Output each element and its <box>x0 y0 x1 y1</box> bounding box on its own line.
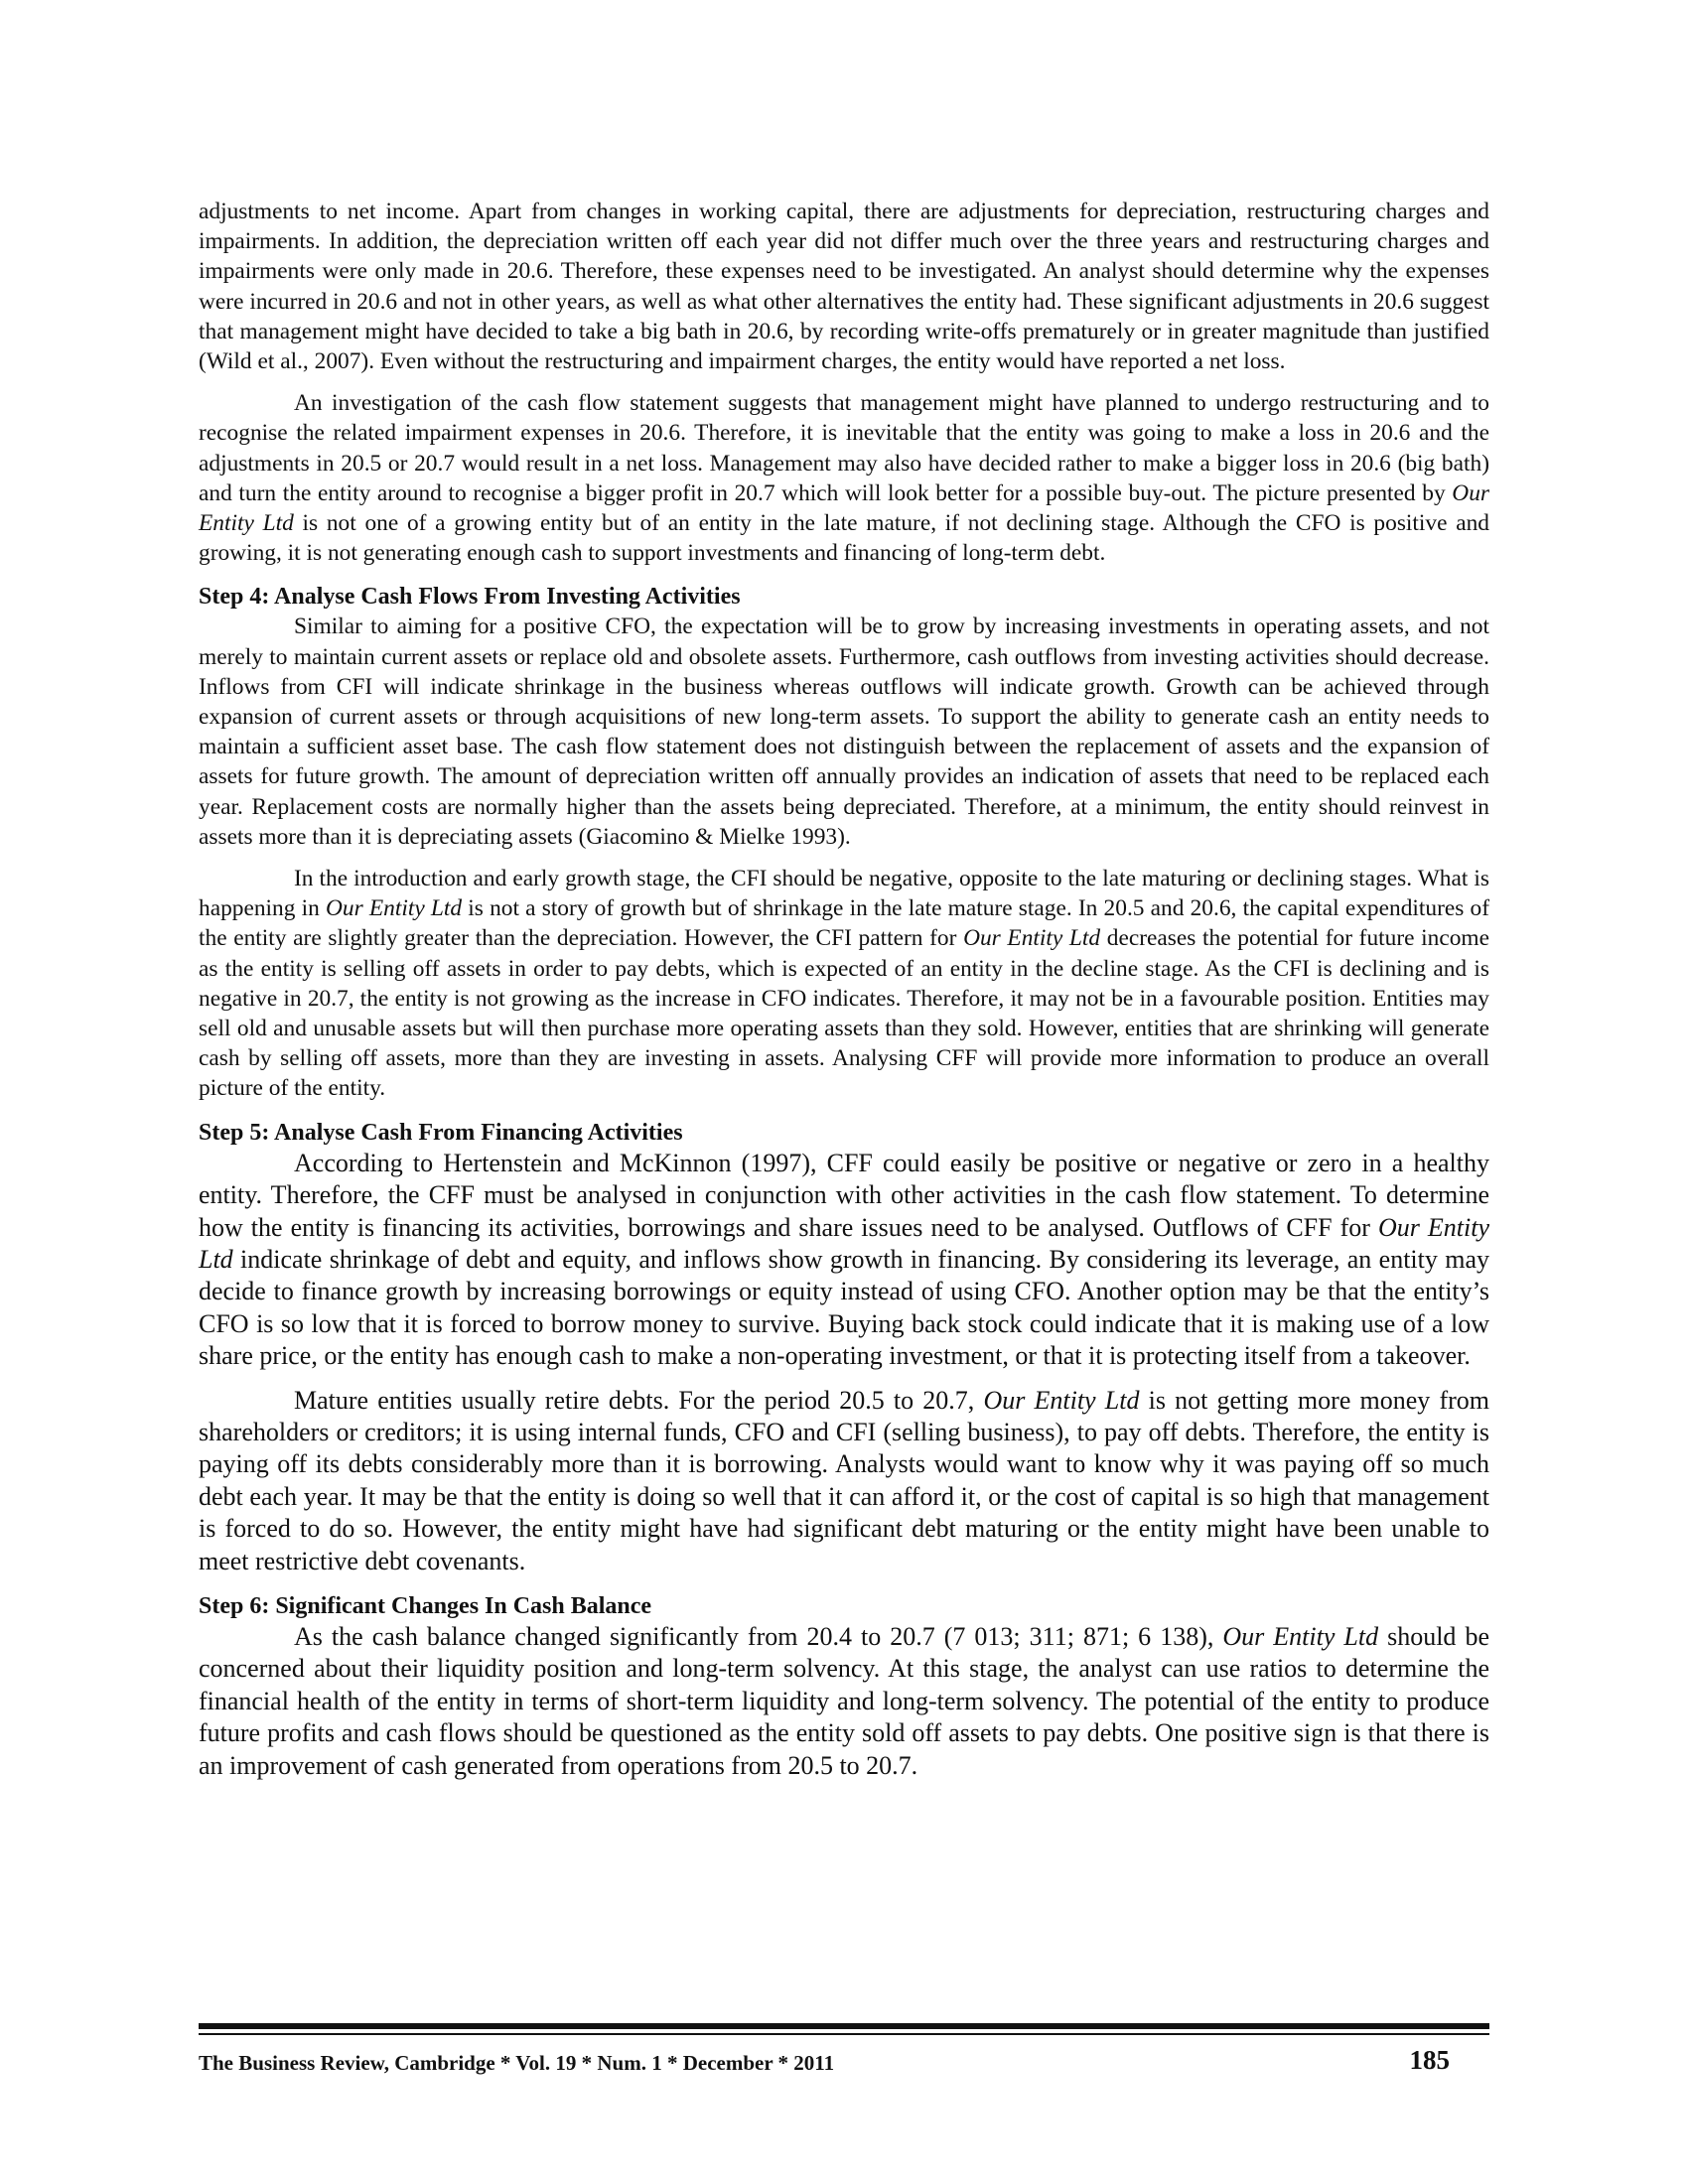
body-paragraph: adjustments to net income. Apart from changes in working capital, there are adjustments for depreciation, restructuring charges and impairments. In addition, the depreciation written off each year did not differ much over the three years and restructuring charges and impairments were only made in 20.6. Therefore, these expenses need to be investigated. An analyst should determine why the expenses were incurred in 20.6 and not in other years, as well as what other alternatives the entity had. These significant adjustments in 20.6 suggest that management might have decided to take a big bath in 20.6, by recording write-offs prematurely or in greater magnitude than justified (Wild et al., 2007). Even without the restructuring and impairment charges, the entity would have reported a net loss. <box>199 199 1489 375</box>
page-number: 185 <box>1409 2045 1450 2075</box>
journal-citation: The Business Review, Cambridge * Vol. 19 * Num. 1 * December * 2011 <box>199 2051 835 2075</box>
page-footer <box>199 2045 1450 2085</box>
text-run: should be concerned about their liquidity position and long-term solvency. At this stage, the analyst can use ratios to determine the financial health of the entity in terms of short-term liquidity and long-term solvency. The potential of the entity to produce future profits and cash flows should be questioned as the entity sold off assets to pay debts. One positive sign is that there is an improvement of cash generated from operations from 20.5 to 20.7. <box>199 1621 1489 1780</box>
text-run: decreases the potential for future income as the entity is selling off assets in order to pay debts, which is expected of an entity in the decline stage. As the CFI is declining and is negative in 20.7, the entity is not growing as the increase in CFO indicates. Therefore, it may not be in a favourable position. Entities may sell old and unusable assets but will then purchase more operating assets than they sold. However, entities that are shrinking will generate cash by selling off assets, more than they are investing in assets. Analysing CFF will provide more information to produce an overall picture of the entity. <box>199 925 1490 1102</box>
footer-rule-thick <box>199 2023 1489 2029</box>
body-paragraph <box>199 1385 1489 1577</box>
footer-rule-thin <box>199 2033 1489 2035</box>
body-paragraph <box>199 1148 1489 1373</box>
section-heading-step-5: Step 5: Analyse Cash From Financing Activities <box>199 1119 683 1146</box>
text-run: indicate shrinkage of debt and equity, and inflows show growth in financing. By considering its leverage, an entity may decide to finance growth by increasing borrowings or equity instead of using CFO. Another option may be that the entity’s CFO is so low that it is forced to borrow money to survive. Buying back stock could indicate that it is making use of a low share price, or the entity has enough cash to make a non-operating investment, or that it is protecting itself from a takeover. <box>199 1244 1489 1371</box>
article-body <box>199 197 1489 1782</box>
body-paragraph <box>199 864 1489 1104</box>
section-heading-step-4: Step 4: Analyse Cash Flows From Investing Activities <box>199 584 741 611</box>
entity-name: Our Entity Ltd <box>1222 1621 1379 1651</box>
text-run: According to Hertenstein and McKinnon (1997), CFF could easily be positive or negative or zero in a healthy entity. Therefore, the CFF must be analysed in conjunction with other activities in the cash flow statement. To determine how the entity is financing its activities, borrowings and share issues need to be analysed. Outflows of CFF for <box>199 1148 1489 1242</box>
text-run: As the cash balance changed significantly from 20.4 to 20.7 (7 013; 311; 871; 6 138), <box>294 1621 1223 1651</box>
entity-name: Our Entity Ltd <box>199 1212 1489 1274</box>
text-run: In the introduction and early growth stage, the CFI should be negative, opposite to the late maturing or declining stages. What is happening in <box>199 866 1489 922</box>
entity-name: Our Entity Ltd <box>963 925 1101 952</box>
text-run: is not getting more money from shareholders or creditors; it is using internal funds, CFO and CFI (selling business), to pay off debts. Therefore, the entity is paying off its debts considerably more than it is borrowing. Analysts would want to know why it was paying off so much debt each year. It may be that the entity is doing so well that it can afford it, or the cost of capital is so high that management is forced to do so. However, the entity might have had significant debt maturing or the entity might have been unable to meet restrictive debt covenants. <box>199 1385 1490 1575</box>
text-run: is not one of a growing entity but of an entity in the late mature, if not declining stage. Although the CFO is positive and growing, it is not generating enough cash to support investments and financing of long-term debt. <box>199 510 1489 567</box>
large-text-block <box>199 1621 1489 1782</box>
body-paragraph <box>199 1621 1489 1782</box>
body-paragraph: Similar to aiming for a positive CFO, the expectation will be to grow by increasing investments in operating assets, and not merely to maintain current assets or replace old and obsolete assets. Furthermore, cash outflows from investing activities should decrease. Inflows from CFI will indicate shrinkage in the business whereas outflows will indicate growth. Growth can be achieved through expansion of current assets or through acquisitions of new long-term assets. To support the ability to generate cash an entity needs to maintain a sufficient asset base. The cash flow statement does not distinguish between the replacement of assets and the expansion of assets for future growth. The amount of depreciation written off annually provides an indication of assets that need to be replaced each year. Replacement costs are normally higher than the assets being depreciated. Therefore, at a minimum, the entity should reinvest in assets more than it is depreciating assets (Giacomino & Mielke 1993). <box>199 614 1489 850</box>
large-text-block <box>199 1148 1489 1577</box>
entity-name: Our Entity Ltd <box>199 479 1489 537</box>
text-run: An investigation of the cash flow statement suggests that management might have planned to undergo restructuring and to recognise the related impairment expenses in 20.6. Therefore, it is inevitable that the entity was going to make a loss in 20.6 and the adjustments in 20.5 or 20.7 would result in a net loss. Management may also have decided rather to make a bigger loss in 20.6 (big bath) and turn the entity around to recognise a bigger profit in 20.7 which will look better for a possible buy-out. The picture presented by <box>199 390 1489 506</box>
entity-name: Our Entity Ltd <box>983 1385 1140 1415</box>
text-run: Mature entities usually retire debts. For the period 20.5 to 20.7, <box>294 1385 984 1415</box>
text-run: is not a story of growth but of shrinkage in the late mature stage. In 20.5 and 20.6, the capital expenditures of the entity are slightly greater than the depreciation. However, the CFI pattern for <box>199 895 1490 952</box>
body-paragraph <box>199 388 1489 568</box>
section-heading-step-6: Step 6: Significant Changes In Cash Balance <box>199 1592 652 1619</box>
entity-name: Our Entity Ltd <box>326 895 463 922</box>
